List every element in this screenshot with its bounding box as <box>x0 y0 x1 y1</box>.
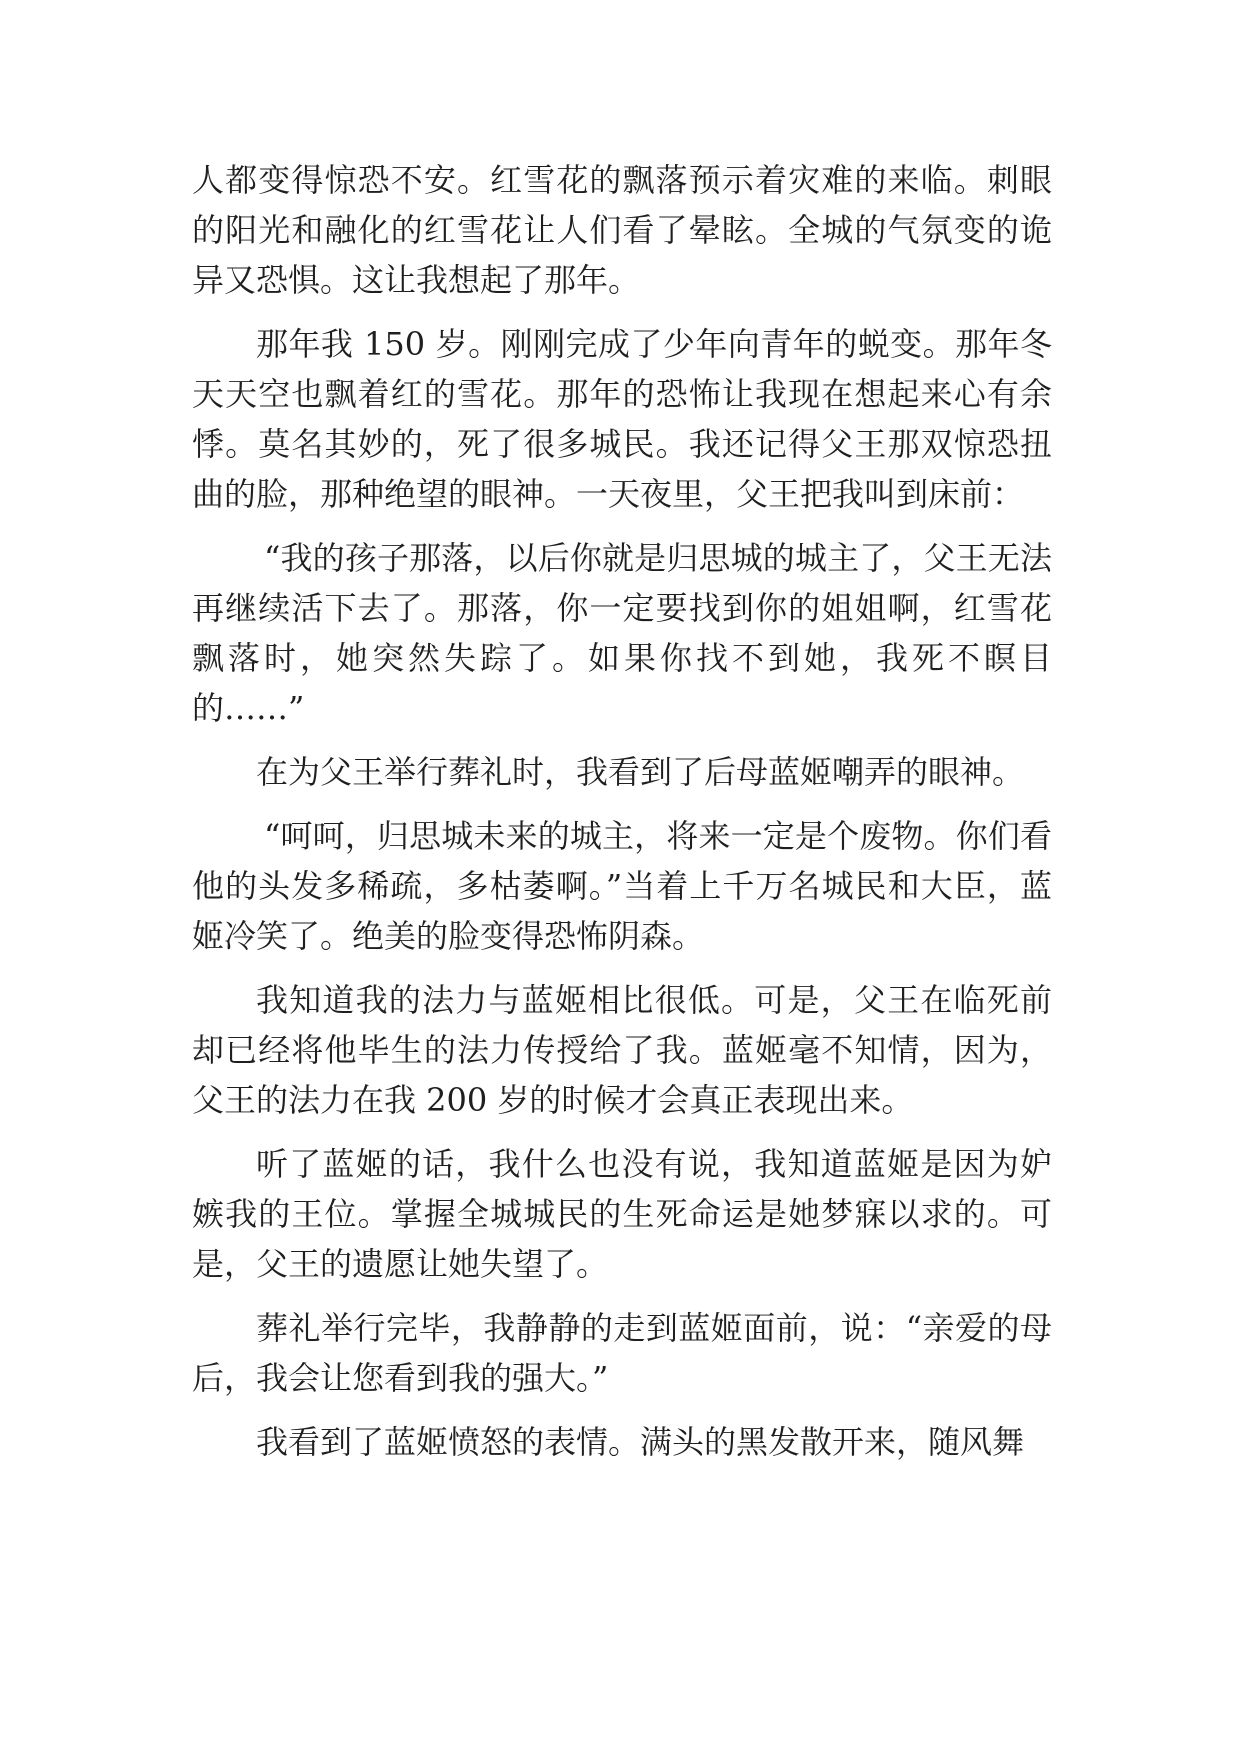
document-page <box>192 155 1052 1481</box>
paragraph-9: 我看到了蓝姬愤怒的表情。满头的黑发散开来，随风舞 <box>256 1423 1025 1461</box>
paragraph-1: 人都变得惊恐不安。红雪花的飘落预示着灾难的来临。刺眼的阳光和融化的红雪花让人们看了晕眩。全城的气氛变的诡异又恐惧。这让我想起了那年。 <box>192 161 1052 299</box>
paragraph-7: 听了蓝姬的话，我什么也没有说，我知道蓝姬是因为妒嫉我的王位。掌握全城城民的生死命运是她梦寐以求的。可是，父王的遗愿让她失望了。 <box>192 1145 1052 1283</box>
paragraph-8: 葬礼举行完毕，我静静的走到蓝姬面前，说：“亲爱的母后，我会让您看到我的强大。” <box>192 1309 1052 1397</box>
paragraph-3-quote: “我的孩子那落，以后你就是归思城的城主了，父王无法再继续活下去了。那落，你一定要找到你的姐姐啊，红雪花飘落时，她突然失踪了。如果你找不到她，我死不瞑目的……” <box>192 539 1052 727</box>
paragraph-2: 那年我 150 岁。刚刚完成了少年向青年的蜕变。那年冬天天空也飘着红的雪花。那年的恐怖让我现在想起来心有余悸。莫名其妙的，死了很多城民。我还记得父王那双惊恐扭曲的脸，那种绝望的眼神。一天夜里，父王把我叫到床前： <box>192 325 1052 513</box>
paragraph-6: 我知道我的法力与蓝姬相比很低。可是，父王在临死前却已经将他毕生的法力传授给了我。蓝姬毫不知情，因为，父王的法力在我 200 岁的时候才会真正表现出来。 <box>192 981 1052 1119</box>
paragraph-4: 在为父王举行葬礼时，我看到了后母蓝姬嘲弄的眼神。 <box>256 753 1025 791</box>
paragraph-5-quote: “呵呵，归思城未来的城主，将来一定是个废物。你们看他的头发多稀疏，多枯萎啊。”当着上千万名城民和大臣，蓝姬冷笑了。绝美的脸变得恐怖阴森。 <box>192 817 1052 955</box>
